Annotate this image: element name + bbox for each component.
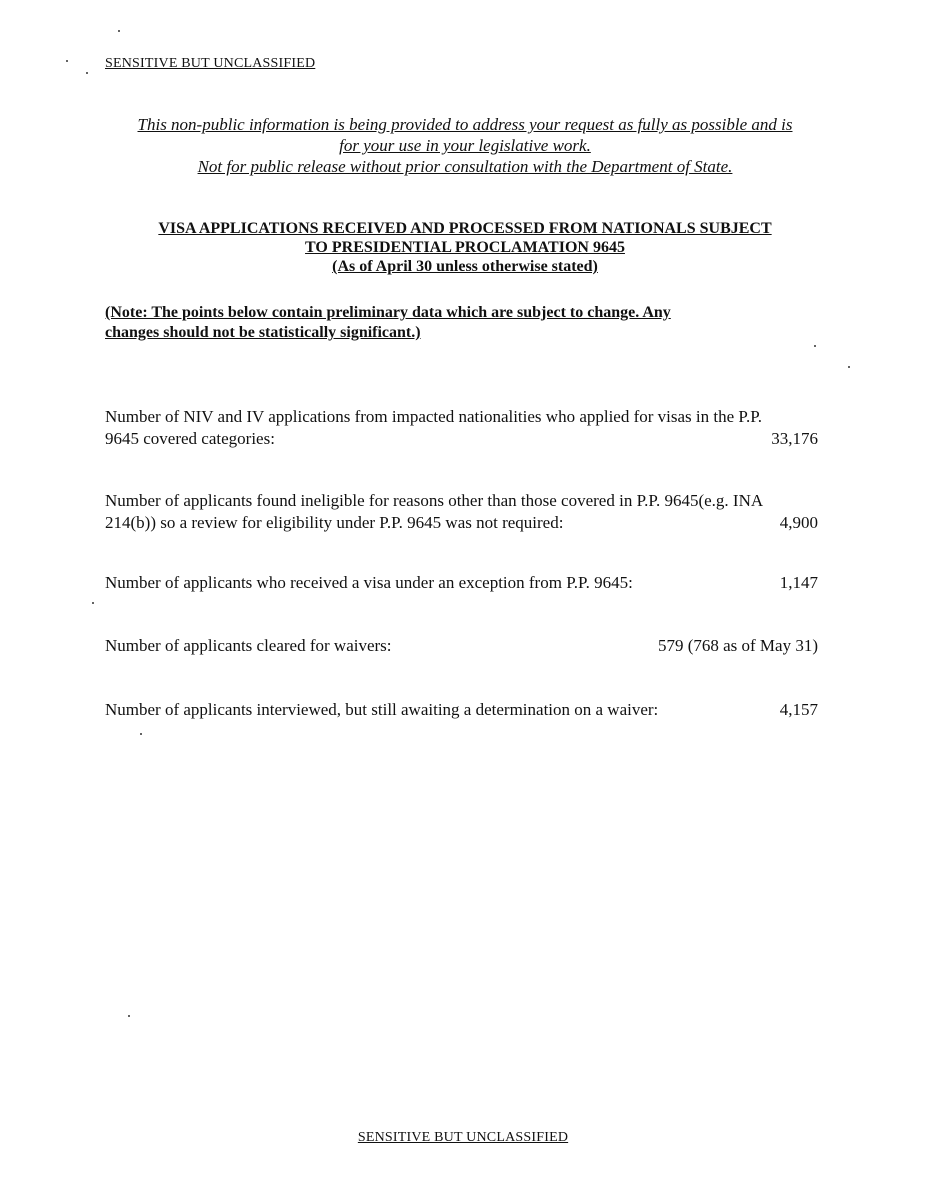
stat-value: 4,900 <box>779 513 818 532</box>
distribution-notice <box>100 114 830 177</box>
notice-line: This non-public information is being provided to address your request as fully as possible and is <box>137 115 793 134</box>
stat-total-applications <box>105 406 818 450</box>
scan-speck <box>92 602 94 604</box>
stat-label: Number of applicants found ineligible for reasons other than those covered in P.P. 9645(e.g. INA <box>105 491 764 510</box>
document-title <box>100 219 830 276</box>
stat-label: 9645 covered categories: <box>105 429 275 448</box>
note-line: (Note: The points below contain preliminary data which are subject to change. Any <box>105 304 671 321</box>
scan-speck <box>118 30 120 32</box>
stat-value: 1,147 <box>779 573 818 592</box>
stat-label: Number of applicants interviewed, but still awaiting a determination on a waiver: <box>105 700 659 719</box>
stat-label: Number of applicants who received a visa under an exception from P.P. 9645: <box>105 573 633 592</box>
title-line: VISA APPLICATIONS RECEIVED AND PROCESSED FROM NATIONALS SUBJECT <box>158 220 772 237</box>
scan-speck <box>140 733 142 735</box>
stat-cleared-waivers <box>105 635 818 657</box>
scan-speck <box>128 1015 130 1017</box>
scan-speck <box>66 60 68 62</box>
scan-speck <box>848 366 850 368</box>
stat-awaiting-waiver <box>105 699 818 721</box>
stat-value: 579 (768 as of May 31) <box>657 636 818 655</box>
stat-label: Number of applicants cleared for waivers: <box>105 636 392 655</box>
stat-value: 4,157 <box>779 700 818 719</box>
title-line: TO PRESIDENTIAL PROCLAMATION 9645 <box>305 239 625 256</box>
classification-marking-bottom: SENSITIVE BUT UNCLASSIFIED <box>357 1130 569 1145</box>
scan-speck <box>86 72 88 74</box>
title-subtitle: (As of April 30 unless otherwise stated) <box>332 258 598 275</box>
classification-marking-top: SENSITIVE BUT UNCLASSIFIED <box>105 56 316 71</box>
stat-label: Number of NIV and IV applications from impacted nationalities who applied for visas in the P.P. <box>105 407 763 426</box>
scan-speck <box>814 345 816 347</box>
note-line: changes should not be statistically significant.) <box>105 324 421 341</box>
stat-label: 214(b)) so a review for eligibility under P.P. 9645 was not required: <box>105 513 564 532</box>
notice-line: for your use in your legislative work. <box>339 136 591 155</box>
stat-ineligible-other-reasons <box>105 490 818 534</box>
stat-value: 33,176 <box>771 429 818 448</box>
notice-line: Not for public release without prior consultation with the Department of State. <box>197 157 733 176</box>
stat-visa-exceptions <box>105 572 818 594</box>
preliminary-data-note <box>105 303 825 343</box>
